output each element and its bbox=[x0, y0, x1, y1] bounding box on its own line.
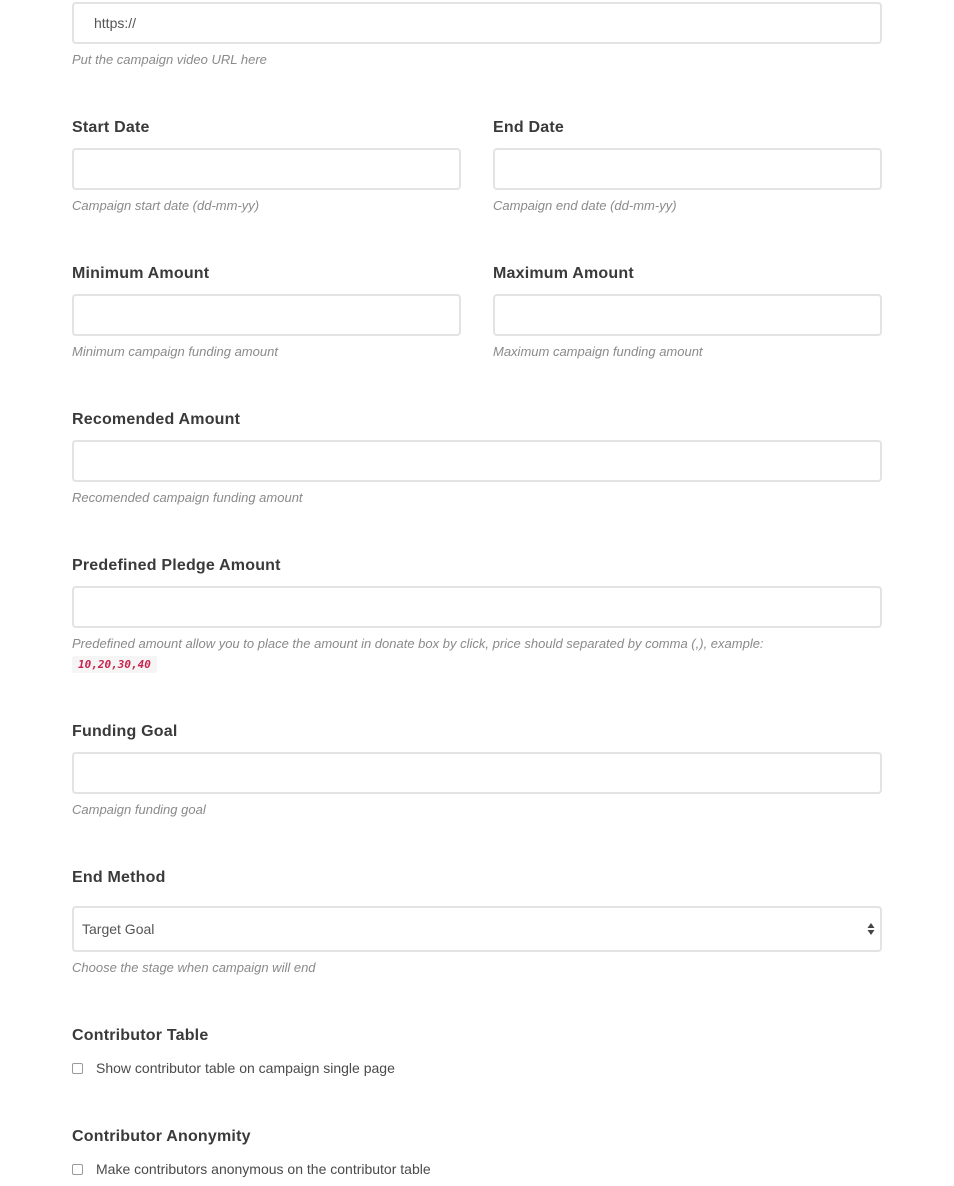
maximum-amount-label: Maximum Amount bbox=[493, 265, 634, 282]
minimum-amount-input[interactable] bbox=[72, 294, 461, 336]
start-date-input[interactable] bbox=[72, 148, 461, 190]
funding-goal-label: Funding Goal bbox=[72, 723, 178, 740]
contributor-table-label: Contributor Table bbox=[72, 1027, 209, 1044]
contributor-table-checkbox-label[interactable]: Show contributor table on campaign single page bbox=[96, 1060, 395, 1076]
end-method-selected-value: Target Goal bbox=[82, 921, 155, 937]
end-method-select[interactable] bbox=[72, 906, 882, 952]
recommended-amount-help: Recomended campaign funding amount bbox=[72, 490, 303, 505]
minimum-amount-help: Minimum campaign funding amount bbox=[72, 344, 278, 359]
contributor-anonymity-checkbox-label[interactable]: Make contributors anonymous on the contributor table bbox=[96, 1161, 431, 1177]
start-date-help: Campaign start date (dd-mm-yy) bbox=[72, 198, 260, 213]
video-url-help: Put the campaign video URL here bbox=[72, 52, 267, 67]
predefined-pledge-label: Predefined Pledge Amount bbox=[72, 557, 281, 574]
funding-goal-help: Campaign funding goal bbox=[72, 802, 206, 817]
funding-goal-input[interactable] bbox=[72, 752, 882, 794]
contributor-anonymity-label: Contributor Anonymity bbox=[72, 1128, 251, 1145]
predefined-pledge-input[interactable] bbox=[72, 586, 882, 628]
end-date-input[interactable] bbox=[493, 148, 882, 190]
predefined-pledge-help: Predefined amount allow you to place the amount in donate box by click, price should separated by comma (,), example: bbox=[72, 636, 764, 651]
end-date-help: Campaign end date (dd-mm-yy) bbox=[493, 198, 677, 213]
recommended-amount-input[interactable] bbox=[72, 440, 882, 482]
predefined-pledge-example bbox=[72, 656, 157, 673]
maximum-amount-help: Maximum campaign funding amount bbox=[493, 344, 703, 359]
maximum-amount-input[interactable] bbox=[493, 294, 882, 336]
contributor-table-checkbox[interactable] bbox=[72, 1063, 83, 1074]
contributor-anonymity-checkbox[interactable] bbox=[72, 1164, 83, 1175]
end-date-label: End Date bbox=[493, 119, 564, 136]
example-code: 10,20,30,40 bbox=[72, 656, 157, 673]
start-date-label: Start Date bbox=[72, 119, 150, 136]
recommended-amount-label: Recomended Amount bbox=[72, 411, 241, 428]
video-url-input[interactable] bbox=[72, 2, 882, 44]
select-arrows-icon bbox=[866, 921, 876, 937]
end-method-label: End Method bbox=[72, 869, 166, 886]
end-method-help: Choose the stage when campaign will end bbox=[72, 960, 316, 975]
minimum-amount-label: Minimum Amount bbox=[72, 265, 210, 282]
